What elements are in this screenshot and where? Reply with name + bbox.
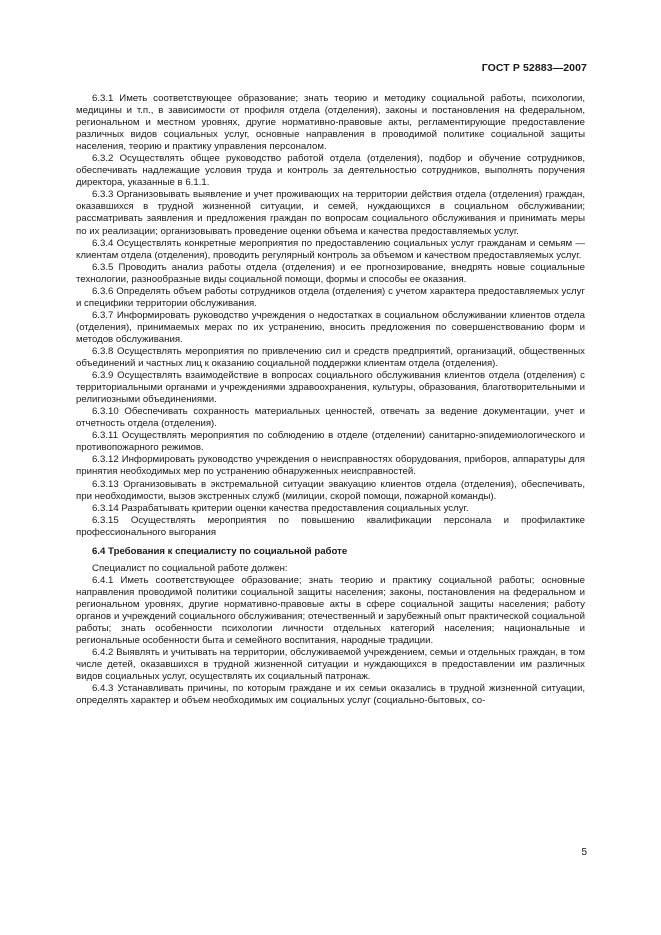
clause-6-3-3: 6.3.3 Организовывать выявление и учет проживающих на территории действия отдела (отделения) граждан, оказавшихся в трудной жизненной ситуации, и семей, нуждающихся в социальном обслуживании; рассматривать заявления и предложения граждан по вопросам социального обслуживания и принимать меры по их реализации; организовывать проведение оценки объема и качества предоставляемых услуг. xyxy=(76,189,585,237)
clause-6-3-13: 6.3.13 Организовывать в экстремальной ситуации эвакуацию клиентов отдела (отделения), обеспечивать, при необходимости, вызов экстренных служб (милиции, скорой помощи, пожарной команды). xyxy=(76,478,585,502)
clause-6-3-4: 6.3.4 Осуществлять конкретные мероприятия по предоставлению социальных услуг гражданам и семьям — клиентам отдела (отделения), проводить регулярный контроль за объемом и качеством предоставляемых услуг. xyxy=(76,237,585,261)
clause-6-3-12: 6.3.12 Информировать руководство учреждения о неисправностях оборудования, приборов, аппаратуры для принятия необходимых мер по устранению обнаруженных неисправностей. xyxy=(76,454,585,478)
clause-6-3-11: 6.3.11 Осуществлять мероприятия по соблюдению в отделе (отделении) санитарно-эпидемиологического и противопожарного режимов. xyxy=(76,430,585,454)
clause-6-4-3: 6.4.3 Устанавливать причины, по которым граждане и их семьи оказались в трудной жизненной ситуации, определять характер и объем необходимых им социальных услуг (социально-бытовых, со- xyxy=(76,683,585,707)
document-header: ГОСТ Р 52883—2007 xyxy=(481,62,587,74)
clause-6-3-1: 6.3.1 Иметь соответствующее образование; знать теорию и методику социальной работы, психологии, медицины и т.п., в зависимости от профиля отдела (отделения), законы и постановления на федеральном, региональном и местном уровнях, другие нормативно-правовые акты, регламентирующие предоставление различных видов социальных услуг, основные направления в проводимой политике социальной защиты населения, теорию и практику управления персоналом. xyxy=(76,93,585,153)
clause-6-3-9: 6.3.9 Осуществлять взаимодействие в вопросах социального обслуживания клиентов отдела (отделения) с территориальными органами и учреждениями здравоохранения, культуры, образования, благотворительными и религиозными объединениями. xyxy=(76,370,585,406)
clause-6-4-1: 6.4.1 Иметь соответствующее образование; знать теорию и практику социальной работы; основные направления проводимой политики социальной защиты населения; законы, постановления на федеральном и региональном уровнях, другие нормативно-правовые акты в сфере социальной защиты населения; работу органов и учреждений социального обслуживания; отечественный и зарубежный опыт практической социальной работы; знать особенности психологии личности отдельных категорий населения; национальные и региональные особенности быта и семейного воспитания, народные традиции. xyxy=(76,574,585,647)
clause-6-3-5: 6.3.5 Проводить анализ работы отдела (отделения) и ее прогнозирование, внедрять новые социальные технологии, разнообразные виды социальной помощи, формы и способы ее оказания. xyxy=(76,261,585,285)
clause-6-3-14: 6.3.14 Разрабатывать критерии оценки качества предоставления социальных услуг. xyxy=(92,502,469,514)
clause-6-3-8: 6.3.8 Осуществлять мероприятия по привлечению сил и средств предприятий, организаций, общественных объединений и частных лиц к оказанию социальной поддержки клиентам отдела (отделения). xyxy=(76,345,585,370)
clause-6-3-6: 6.3.6 Определять объем работы сотрудников отдела (отделения) с учетом характера предоставляемых услуг и специфики территории обслуживания. xyxy=(76,285,585,309)
clause-6-4-2: 6.4.2 Выявлять и учитывать на территории, обслуживаемой учреждением, семьи и отдельных граждан, в том числе детей, оказавшихся в трудной жизненной ситуации и нуждающихся в предоставлении им различных видов социальных услуг, осуществлять их социальный патронаж. xyxy=(76,647,585,683)
page-number: 5 xyxy=(581,847,587,858)
section-heading-6-4: 6.4 Требования к специалисту по социальной работе xyxy=(92,545,348,557)
section-intro: Специалист по социальной работе должен: xyxy=(92,562,288,574)
clause-6-3-15: 6.3.15 Осуществлять мероприятия по повышению квалификации персонала и профилактике профессионального выгорания xyxy=(76,514,585,538)
clause-6-3-10: 6.3.10 Обеспечивать сохранность материальных ценностей, отвечать за ведение документации, учет и отчетность отдела (отделения). xyxy=(76,406,585,430)
clause-6-3-2: 6.3.2 Осуществлять общее руководство работой отдела (отделения), подбор и обучение сотрудников, обеспечивать надлежащие условия труда и контроль за деятельностью сотрудников, выполнять поручения директора, указанные в 6.1.1. xyxy=(76,153,585,189)
clause-6-3-7: 6.3.7 Информировать руководство учреждения о недостатках в социальном обслуживании клиентов отдела (отделения), принимаемых мерах по их устранению, вносить предложения по совершенствованию форм и методов обслуживания. xyxy=(76,309,585,345)
document-body xyxy=(76,93,585,707)
